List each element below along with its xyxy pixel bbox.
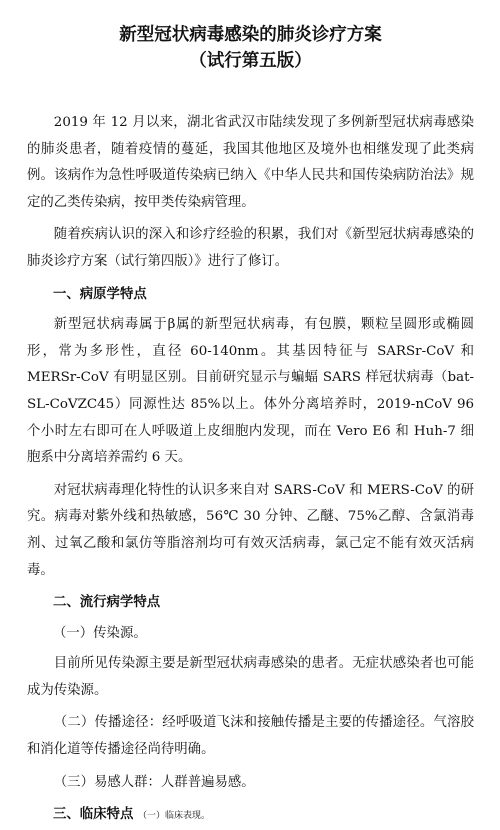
- section-3-heading-line: [27, 802, 474, 830]
- section-1-heading: 一、病原学特点: [53, 286, 147, 302]
- document-subtitle: （试行第五版）: [189, 51, 312, 71]
- section-2-sub-3-text: 人群普遍易感。: [160, 774, 255, 790]
- section-2-sub-2-label: （二）传播途径：: [53, 715, 163, 731]
- intro-paragraph-2: 随着疾病认识的深入和诊疗经验的积累，我们对《新型冠状病毒感染的肺炎诊疗方案（试行第四版）》进行了修订。: [27, 227, 474, 269]
- section-2-sub-3: [27, 770, 474, 797]
- section-2-sub-1-label: （一）传染源。: [53, 625, 147, 641]
- section-1-paragraph-2: 对冠状病毒理化特性的认识多来自对 SARS-CoV 和 MERS-CoV 的研究。病毒对紫外线和热敏感，56℃ 30 分钟、乙醚、75%乙醇、含氯消毒剂、过氧乙酸和氯仿等脂溶剂均可有效灭活病毒，氯己定不能有效灭活病毒。: [27, 482, 474, 578]
- section-2-heading: 二、流行病学特点: [53, 595, 161, 611]
- document-title: 新型冠状病毒感染的肺炎诊疗方案: [119, 25, 382, 45]
- section-2-sub-2-text: 经呼吸道飞沫和接触传播是主要的传播途径。气溶胶和消化道等传播途径尚待明确。: [27, 715, 474, 758]
- section-2-sub-2: [27, 710, 474, 763]
- intro-paragraph-1: 2019 年 12 月以来，湖北省武汉市陆续发现了多例新型冠状病毒感染的肺炎患者，随着疫情的蔓延，我国其他地区及境外也相继发现了此类病例。该病作为急性呼吸道传染病已纳入《中华人民共和国传染病防治法》规定的乙类传染病，按甲类传染病管理。: [27, 115, 474, 210]
- section-2-sub-3-label: （三）易感人群：: [53, 774, 161, 790]
- section-3-heading: 三、临床特点: [53, 807, 134, 823]
- section-1-paragraph-1: 新型冠状病毒属于β属的新型冠状病毒，有包膜，颗粒呈圆形或椭圆形，常为多形性，直径 60-140nm。其基因特征与 SARSr-CoV 和 MERSr-CoV 有明显区别。目前研究显示与蝙蝠 SARS 样冠状病毒（bat-SL-CoVZC45）同源性达 85%以上。体外分离培养时，2019-nCoV 96 个小时左右即可在人呼吸道上皮细胞内发现，而在 Vero E6 和 Huh-7 细胞系中分离培养需约 6 天。: [27, 317, 474, 466]
- section-3-sub-1-label: （一）临床表现。: [138, 811, 211, 822]
- section-2-sub-1-text: 目前所见传染源主要是新型冠状病毒感染的患者。无症状感染者也可能成为传染源。: [27, 656, 474, 698]
